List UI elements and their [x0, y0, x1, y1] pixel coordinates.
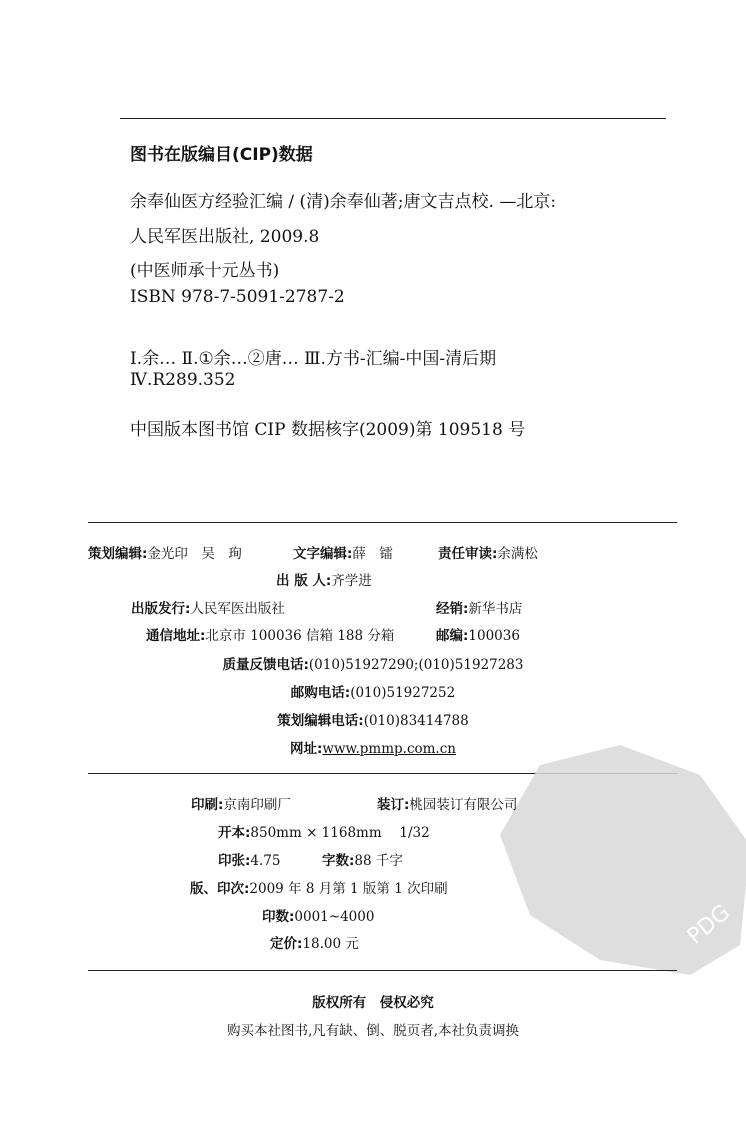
planning-editor: 策划编辑:金光印 吴 珣	[88, 546, 242, 562]
sheets: 印张:4.75	[218, 853, 281, 869]
website-link[interactable]: www.pmmp.com.cn	[322, 741, 456, 757]
cip-core-number: 中国版本图书馆 CIP 数据核字(2009)第 109518 号	[130, 420, 526, 440]
footer-rule	[88, 970, 677, 971]
cip-line2: 人民军医出版社, 2009.8	[130, 227, 320, 247]
editor-phone: 策划编辑电话:(010)83414788	[277, 713, 469, 729]
cip-line1: 余奉仙医方经验汇编 / (清)余奉仙著;唐文吉点校. —北京:	[130, 192, 557, 212]
text-editor: 文字编辑:薛 镭	[293, 546, 393, 562]
watermark-seal	[500, 745, 746, 975]
cip-heading: 图书在版编目(CIP)数据	[130, 145, 313, 165]
cip-series: (中医师承十元丛书)	[130, 261, 280, 281]
cip-class-line1: Ⅰ.余… Ⅱ.①余…②唐… Ⅲ.方书-汇编-中国-清后期	[130, 349, 497, 369]
rights-notice: 版权所有 侵权必究	[312, 995, 434, 1011]
address: 通信地址:北京市 100036 信箱 188 分箱	[146, 628, 395, 644]
proofreader: 责任审读:余满松	[438, 546, 538, 562]
print-run: 印数:0001~4000	[262, 909, 375, 925]
printer: 印刷:京南印刷厂	[191, 797, 291, 813]
website: 网址:www.pmmp.com.cn	[290, 741, 456, 757]
word-count: 字数:88 千字	[322, 853, 403, 869]
publisher: 出版发行:人民军医出版社	[131, 601, 285, 617]
edition: 版、印次:2009 年 8 月第 1 版第 1 次印刷	[190, 881, 448, 897]
price: 定价:18.00 元	[270, 936, 359, 952]
replacement-notice: 购买本社图书,凡有缺、倒、脱页者,本社负责调换	[226, 1023, 520, 1039]
mailorder-phone: 邮购电话:(010)51927252	[290, 685, 456, 701]
publisher-person: 出 版 人:齐学进	[276, 573, 372, 589]
binder: 装订:桃园装订有限公司	[377, 797, 518, 813]
format: 开本:850mm × 1168mm 1/32	[218, 825, 430, 841]
cip-class-line2: Ⅳ.R289.352	[130, 370, 236, 390]
distributor: 经销:新华书店	[436, 601, 523, 617]
seal-text: PDG	[682, 900, 736, 950]
feedback-phone: 质量反馈电话:(010)51927290;(010)51927283	[222, 657, 524, 673]
cip-isbn: ISBN 978-7-5091-2787-2	[130, 287, 345, 307]
top-rule	[120, 118, 666, 119]
credits-rule	[88, 522, 677, 523]
postcode: 邮编:100036	[436, 628, 520, 644]
